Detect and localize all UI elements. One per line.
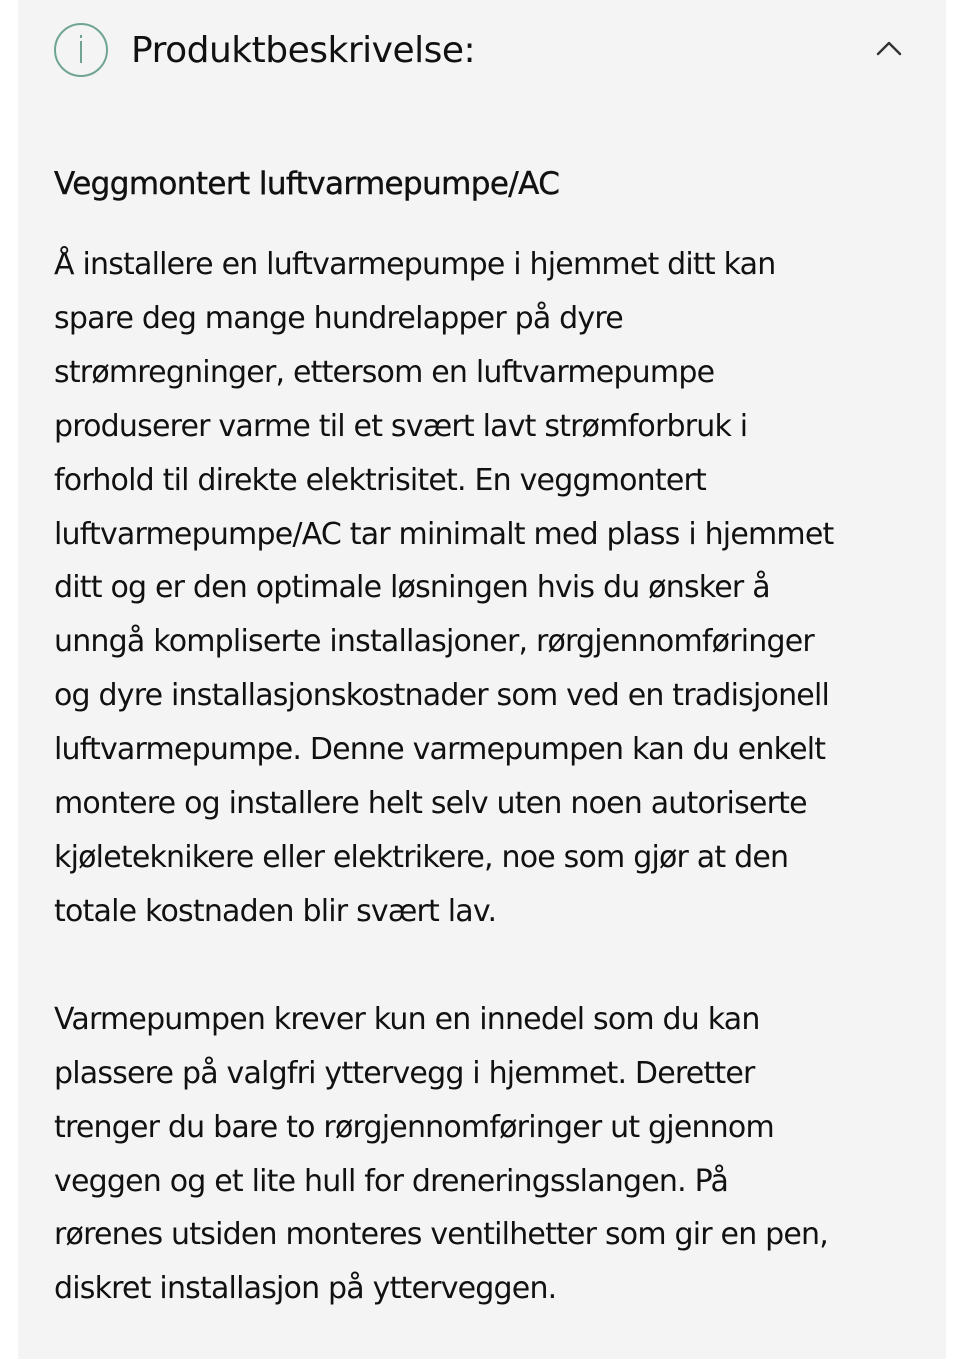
description-paragraph xyxy=(54,238,934,939)
text-line: diskret installasjon på ytterveggen. xyxy=(54,1271,557,1307)
text-line: ditt og er den optimale løsningen hvis du ønsker å xyxy=(54,570,770,606)
text-line: totale kostnaden blir svært lav. xyxy=(54,893,497,929)
text-line: Å installere en luftvarmepumpe i hjemmet ditt kan xyxy=(54,247,776,282)
text-line: kjøleteknikere eller elektrikere, noe som gjør at den xyxy=(54,839,789,875)
description-paragraph xyxy=(54,993,934,1316)
accordion-content xyxy=(54,160,934,1316)
text-line: veggen og et lite hull for dreneringsslangen. På xyxy=(54,1163,729,1199)
accordion-title: Produktbeskrivelse: xyxy=(131,30,476,71)
text-line: forhold til direkte elektrisitet. En veggmontert xyxy=(54,462,706,498)
text-line: luftvarmepumpe. Denne varmepumpen kan du enkelt xyxy=(54,732,826,768)
text-line: trenger du bare to rørgjennomføringer ut gjennom xyxy=(54,1109,774,1145)
text-line: spare deg mange hundrelapper på dyre xyxy=(54,300,623,336)
text-line: montere og installere helt selv uten noen autoriserte xyxy=(54,786,807,822)
text-line: unngå kompliserte installasjoner, rørgjennomføringer xyxy=(54,624,814,660)
text-line: Varmepumpen krever kun en innedel som du kan xyxy=(54,1001,760,1037)
text-line: plassere på valgfri yttervegg i hjemmet. Deretter xyxy=(54,1055,755,1091)
text-line: produserer varme til et svært lavt strømforbruk i xyxy=(54,408,748,444)
product-subtitle: Veggmontert luftvarmepumpe/AC xyxy=(54,166,560,202)
text-line: strømregninger, ettersom en luftvarmepumpe xyxy=(54,354,715,390)
info-icon xyxy=(54,23,108,77)
chevron-up-icon[interactable] xyxy=(876,40,902,56)
text-line: luftvarmepumpe/AC tar minimalt med plass i hjemmet xyxy=(54,516,834,552)
product-description-panel xyxy=(18,0,946,1359)
text-line: rørenes utsiden monteres ventilhetter som gir en pen, xyxy=(54,1217,828,1253)
text-line: og dyre installasjonskostnader som ved en tradisjonell xyxy=(54,678,830,714)
accordion-header-toggle[interactable] xyxy=(18,0,946,104)
